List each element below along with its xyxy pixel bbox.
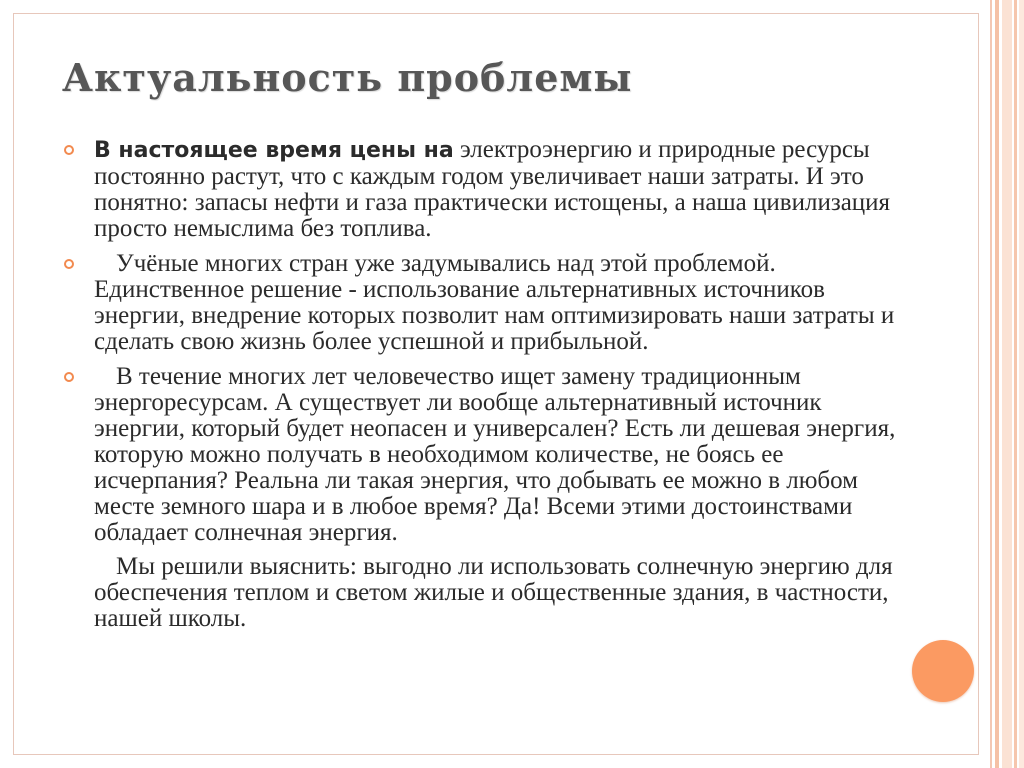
decorative-stripe xyxy=(1002,0,1012,768)
decorative-stripe xyxy=(995,0,999,768)
paragraph-text: Учёные многих стран уже задумывались над этой проблемой. Единственное решение - использование альтернативных источников энергии, внедрение которых позволит нам оптимизировать наши затраты и сделать свою жизнь более успешной и прибыльной. xyxy=(94,250,895,355)
decorative-stripe xyxy=(1014,0,1017,768)
decorative-circle xyxy=(912,640,974,702)
slide-title: Актуальность проблемы xyxy=(62,55,633,100)
bullet-paragraph-3 xyxy=(62,364,902,546)
decorative-stripe xyxy=(990,0,992,768)
bullet-paragraph-2 xyxy=(62,251,902,355)
paragraph-lead-bold: В настоящее время цены на xyxy=(94,138,454,163)
paragraph-text: В течение многих лет человечество ищет замену традиционным энергоресурсам. А существует ли вообще альтернативный источник энергии, который будет неопасен и универсален? Есть ли дешевая энергия, которую можно получать в необходимом количестве, не боясь ее исчерпания? Реальна ли такая энергия, что добывать ее можно в любом месте земного шара и в любое время? Да! Всеми этими достоинствами обладает солнечная энергия. xyxy=(94,363,896,546)
paragraph-4 xyxy=(62,554,902,632)
paragraph-text: Мы решили выяснить: выгодно ли использовать солнечную энергию для обеспечения теплом и светом жилые и общественные здания, в частности, нашей школы. xyxy=(94,553,893,632)
bullet-circle-icon xyxy=(64,145,74,155)
bullet-circle-icon xyxy=(64,259,74,269)
slide-body xyxy=(62,137,902,641)
bullet-paragraph-1 xyxy=(62,137,902,242)
decorative-stripe xyxy=(1019,0,1024,768)
paragraph-text: электроэнергию и природные ресурсы постоянно растут, что с каждым годом увеличивает наши затраты. И это понятно: запасы нефти и газа практически истощены, а наша цивилизация просто немыслима без топлива. xyxy=(94,136,891,242)
bullet-circle-icon xyxy=(64,372,74,382)
